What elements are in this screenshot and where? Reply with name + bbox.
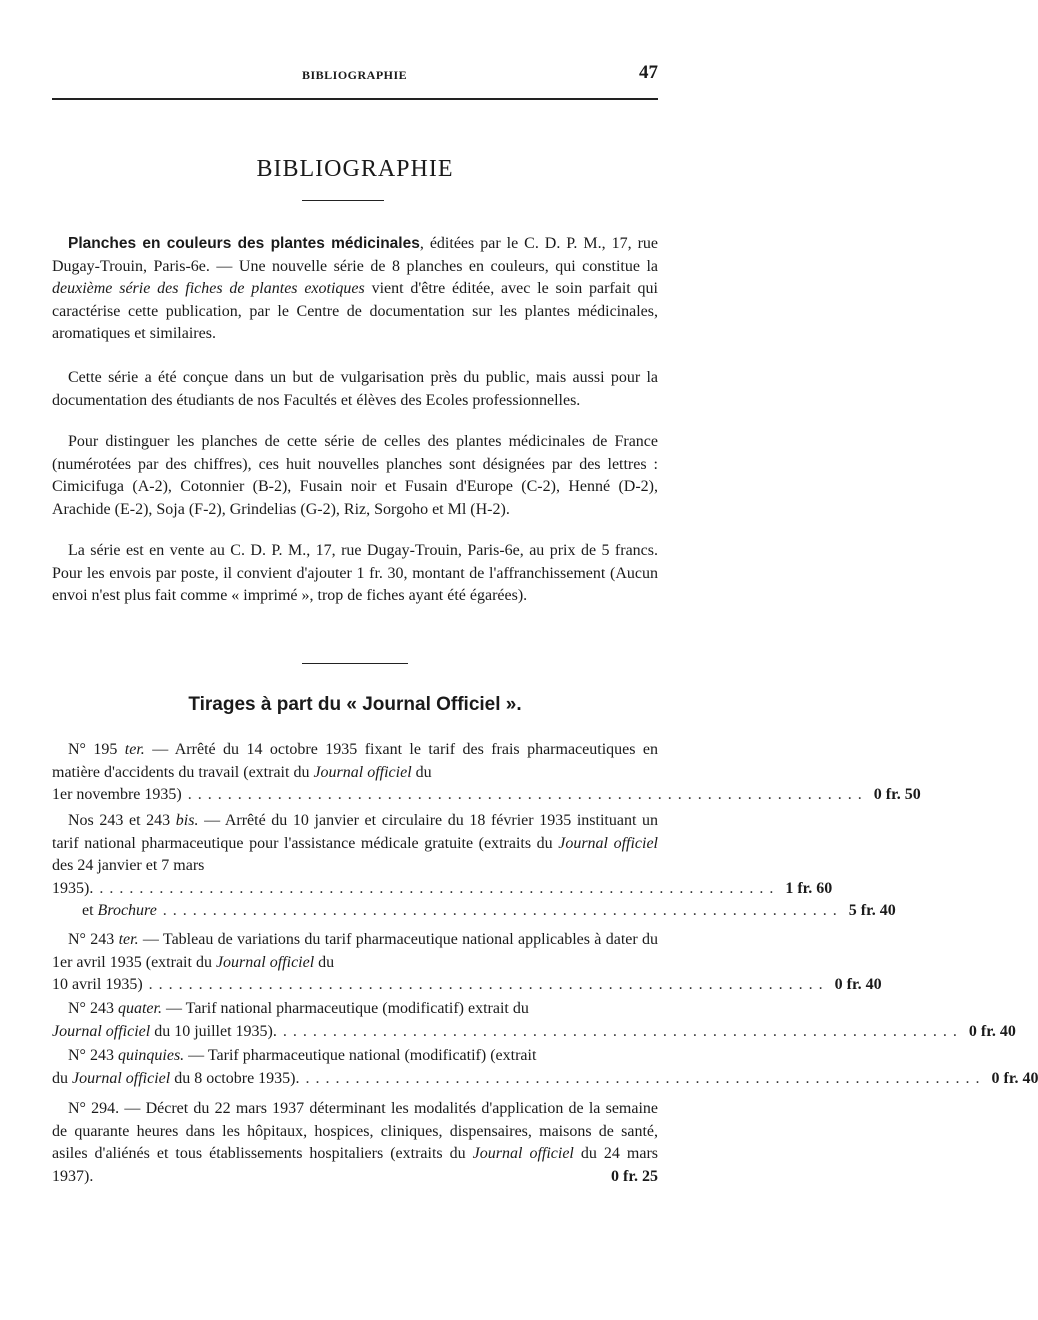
entry-number: Nos 243 et 243 bbox=[68, 812, 176, 829]
leader-dots: .................................................................... bbox=[305, 1069, 986, 1087]
entry-price-line bbox=[52, 784, 921, 807]
entry-price: 0 fr. 25 bbox=[611, 1167, 658, 1185]
entry-text: — Décret du 22 mars 1937 déterminant les modalités d'application de la semaine de quarante heures dans les hôpitaux, hospices, cliniques, dispensaires, maisons de santé, asiles d'aliénés et tous établissements hospitaliers (extraits du bbox=[52, 1100, 659, 1163]
entry-text: — Arrêté du 14 octobre 1935 fixant le tarif des frais pharmaceutiques en matière d'accidents du travail (extrait du bbox=[52, 741, 658, 781]
planches-italic: deuxième série des fiches de plantes exotiques bbox=[52, 280, 365, 298]
entry-number: N° 243 bbox=[68, 1047, 118, 1064]
entry-last-line: 1935). bbox=[52, 879, 94, 897]
entry-number-suffix: quater. bbox=[117, 1000, 162, 1017]
entry-journal: Journal officiel bbox=[72, 1069, 171, 1087]
entry-last-prefix: du bbox=[52, 1069, 72, 1087]
brochure-price: 5 fr. 40 bbox=[848, 902, 896, 920]
entry-price-line bbox=[52, 878, 833, 901]
entry-price: 0 fr. 50 bbox=[873, 786, 921, 804]
brochure-line bbox=[52, 900, 896, 923]
leader-dots: .................................................................... bbox=[282, 1022, 963, 1040]
page-number: 47 bbox=[639, 62, 658, 83]
entry-journal: Journal officiel bbox=[472, 1145, 574, 1163]
entry-text-end: du bbox=[411, 763, 432, 781]
leader-dots: .................................................................... bbox=[148, 976, 829, 994]
tirage-entry-243-quinquies bbox=[52, 1045, 1038, 1090]
header-rule bbox=[52, 98, 658, 100]
entry-last-line: 10 avril 1935) bbox=[52, 976, 143, 994]
entry-number-suffix: ter. bbox=[124, 741, 145, 758]
planches-paragraph-3: Pour distinguer les planches de cette série de celles des plantes médicinales de France (numérotées par des chiffres), ces huit nouvelles planches sont désignées par des lettres : Cimicifuga (A-2), Cotonnier (B-2), Fusain noir et Fusain d'Europe (C-2), Henné (D-2), Arachide (E-2), Soja (F-2), Grindelias (G-2), Riz, Sorgoho et Ml (H-2). bbox=[52, 433, 658, 518]
entry-number-suffix: quinquies. bbox=[117, 1047, 185, 1064]
leader-dots: .................................................................... bbox=[187, 786, 868, 804]
entry-price: 1 fr. 60 bbox=[785, 879, 833, 897]
tirage-entry-243-quater bbox=[52, 998, 1016, 1043]
tirage-entry-243 bbox=[52, 810, 896, 923]
entry-number-suffix: ter. bbox=[118, 931, 139, 948]
running-title: BIBLIOGRAPHIE bbox=[302, 68, 408, 82]
entry-price-line bbox=[52, 974, 882, 997]
entry-number: N° 294. bbox=[68, 1100, 120, 1117]
entry-journal: Journal officiel bbox=[52, 1022, 151, 1040]
planches-heading: Planches en couleurs des plantes médicinales bbox=[68, 235, 420, 252]
planches-paragraph-1 bbox=[52, 233, 658, 346]
entry-price: 0 fr. 40 bbox=[968, 1022, 1016, 1040]
entry-text: — Arrêté du 10 janvier et circulaire du 18 février 1935 instituant un tarif national pharmaceutique pour l'assistance médicale gratuite (extraits du bbox=[52, 812, 659, 852]
planches-paragraph-2: Cette série a été conçue dans un but de vulgarisation près du public, mais aussi pour la documentation des étudiants de nos Facultés et élèves des Ecoles professionnelles. bbox=[52, 369, 658, 409]
entry-journal: Journal officiel bbox=[313, 763, 412, 781]
entry-last-text: du 8 octobre 1935). bbox=[170, 1069, 300, 1087]
page-title: BIBLIOGRAPHIE bbox=[256, 156, 454, 182]
entry-price-line bbox=[52, 1068, 1038, 1091]
entry-number-suffix: bis. bbox=[175, 812, 199, 829]
entry-number: N° 243 bbox=[68, 931, 119, 948]
entry-text: — Tableau de variations du tarif pharmaceutique national applicables à dater du 1er avril 1935 (extrait du bbox=[52, 931, 659, 971]
planches-text-b: vient d'être éditée, avec le soin parfait qui caractérise cette publication, par le Centre de documentation sur les plantes médicinales, aromatiques et similaires. bbox=[52, 280, 659, 343]
entry-price: 0 fr. 40 bbox=[834, 976, 882, 994]
tirage-entry-294 bbox=[52, 1098, 658, 1188]
entry-number: N° 195 bbox=[68, 741, 125, 758]
leader-dots: .................................................................... bbox=[162, 902, 843, 920]
entry-price: 0 fr. 40 bbox=[991, 1069, 1038, 1087]
title-underline bbox=[302, 200, 384, 201]
entry-journal: Journal officiel bbox=[215, 953, 315, 971]
running-header bbox=[52, 62, 658, 86]
entry-journal: Journal officiel bbox=[558, 834, 658, 852]
entry-text: — Tarif pharmaceutique national (modificatif) (extrait bbox=[184, 1047, 537, 1064]
tirage-entry-195 bbox=[52, 739, 921, 807]
entry-text-end: du bbox=[314, 953, 335, 971]
brochure-label bbox=[82, 900, 157, 923]
planches-text-a: , éditées par le C. D. P. M., 17, rue Dugay-Trouin, Paris-6e. — Une nouvelle série de 8 planches en couleurs, qui constitue la bbox=[52, 235, 659, 275]
entry-price-line bbox=[52, 1021, 1016, 1044]
brochure-italic: Brochure bbox=[97, 902, 157, 920]
entry-text: — Tarif national pharmaceutique (modificatif) extrait du bbox=[161, 1000, 529, 1017]
entry-last-line bbox=[52, 1021, 277, 1044]
section-divider bbox=[302, 663, 408, 664]
entry-text-end: des 24 janvier et 7 mars bbox=[52, 857, 205, 875]
leader-dots: .................................................................... bbox=[99, 879, 780, 897]
tirages-title: Tirages à part du « Journal Officiel ». bbox=[188, 694, 522, 715]
entry-number: N° 243 bbox=[68, 1000, 118, 1017]
brochure-prefix: et bbox=[82, 902, 98, 920]
planches-paragraph-4: La série est en vente au C. D. P. M., 17, rue Dugay-Trouin, Paris-6e, au prix de 5 francs. Pour les envois par poste, il convient d'ajouter 1 fr. 30, montant de l'affranchissement (Aucun envoi n'est plus fait comme « imprimé », trop de fiches ayant été égarées). bbox=[52, 542, 658, 605]
tirage-entry-243-ter bbox=[52, 929, 882, 997]
entry-text-end: du 24 mars 1937). bbox=[52, 1145, 659, 1185]
entry-last-text: du 10 juillet 1935). bbox=[150, 1022, 277, 1040]
entry-last-line bbox=[52, 1068, 300, 1091]
entry-last-line: 1er novembre 1935) bbox=[52, 786, 182, 804]
